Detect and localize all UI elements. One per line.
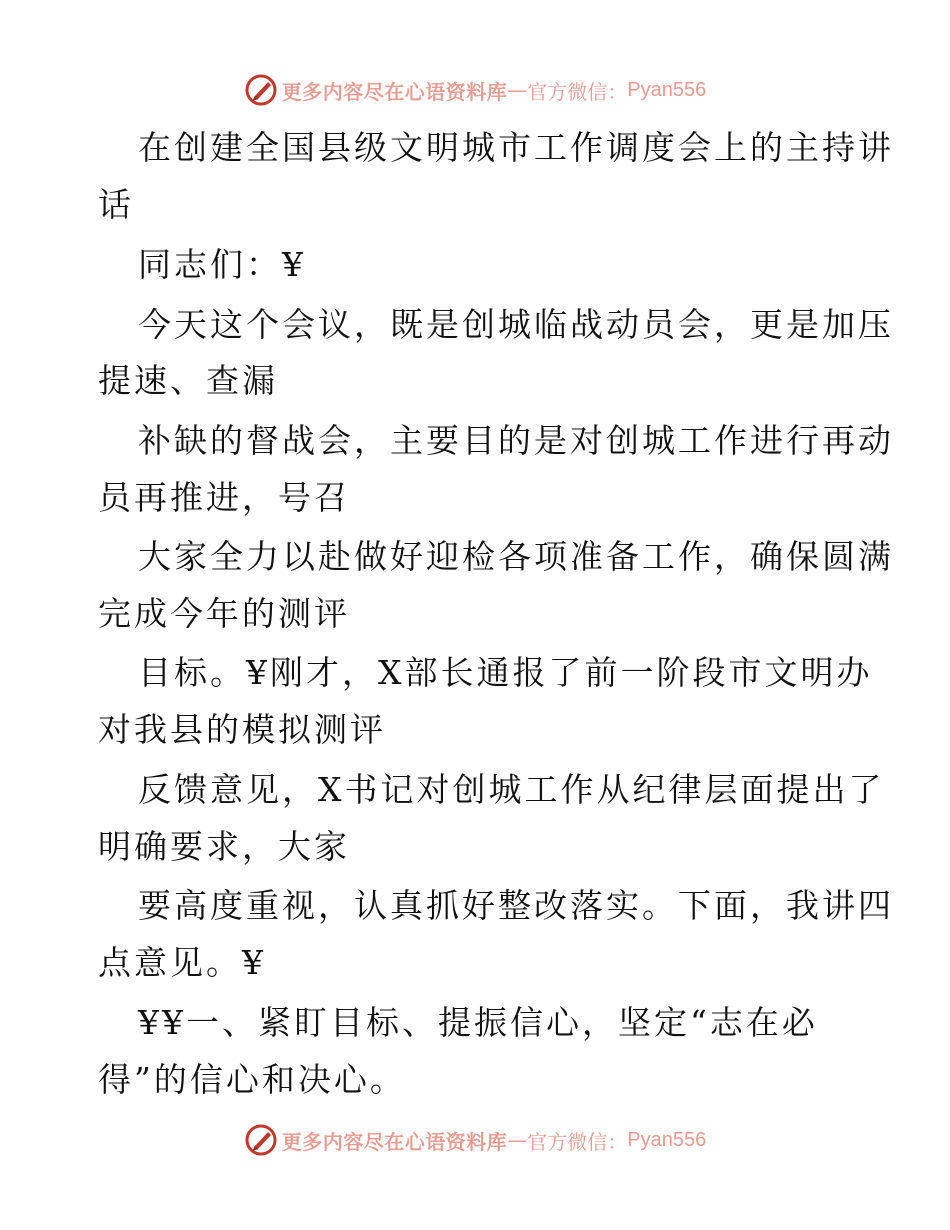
footer-watermark [0,1120,950,1160]
header-watermark [0,70,950,110]
body-line: 反馈意见，X书记对创城工作从纪律层面提出了 [138,770,885,809]
body-line: 明确要求，大家 [98,827,350,866]
body-line: 今天这个会议，既是创城临战动员会，更是加压 [138,305,894,344]
watermark-wechat-label: 官方微信： [527,79,628,104]
body-line: 完成今年的测评 [98,594,350,633]
heading-line: ¥¥一、紧盯目标、提振信心，坚定“志在必 [138,1003,818,1042]
watermark-main-text: 更多内容尽在心语资料库 [281,79,508,104]
heading-line: 得”的信心和决心。 [98,1060,406,1099]
body-line: 目标。¥刚才，X部长通报了前一阶段市文明办 [138,653,873,692]
title-line-1: 在创建全国县级文明城市工作调度会上的主持讲 [138,128,894,167]
watermark-wechat-id: Pyan556 [627,78,707,101]
watermark-dash: — [507,78,528,102]
watermark-wechat-label: 官方微信： [527,1129,628,1154]
title-line-2: 话 [98,185,134,224]
greeting-line: 同志们：¥ [138,245,306,284]
watermark-dash: — [507,1128,528,1152]
brush-logo-icon [244,73,278,107]
body-line: 大家全力以赴做好迎检各项准备工作，确保圆满 [138,537,894,576]
body-line: 员再推进，号召 [98,478,350,517]
body-line: 提速、查漏 [98,361,278,400]
body-line: 要高度重视，认真抓好整改落实。下面，我讲四 [138,886,894,925]
watermark-wechat-id: Pyan556 [627,1128,707,1151]
body-line: 对我县的模拟测评 [98,710,386,749]
body-line: 点意见。¥ [98,943,266,982]
body-line: 补缺的督战会，主要目的是对创城工作进行再动 [138,421,894,460]
watermark-main-text: 更多内容尽在心语资料库 [281,1129,508,1154]
brush-logo-icon [244,1123,278,1157]
